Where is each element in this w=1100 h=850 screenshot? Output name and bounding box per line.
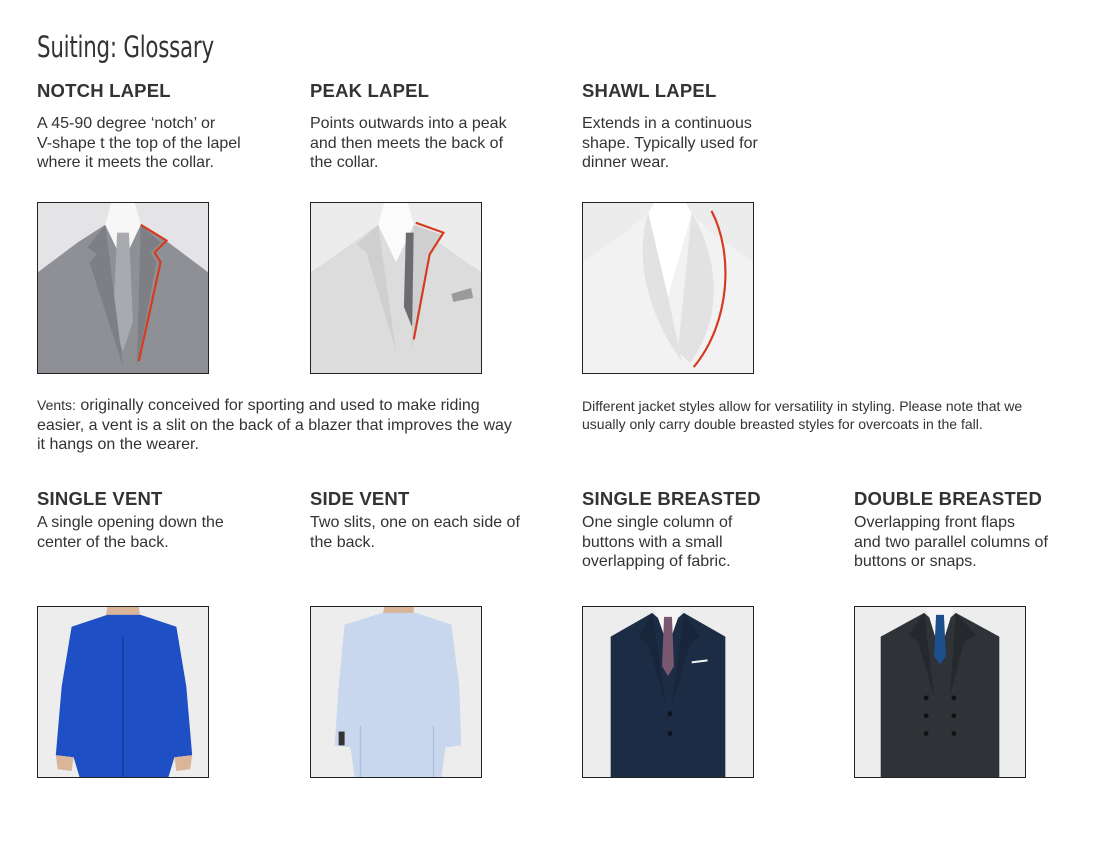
term-heading: DOUBLE BREASTED xyxy=(854,488,1043,509)
term-description: Extends in a continuous shape. Typically used for dinner wear. xyxy=(582,115,758,171)
term-heading: SINGLE VENT xyxy=(37,488,163,509)
term-shawl-lapel xyxy=(582,80,832,173)
term-side-vent xyxy=(310,488,560,552)
term-description: A single opening down the center of the back. xyxy=(37,514,224,551)
term-heading: NOTCH LAPEL xyxy=(37,80,171,101)
page-title: Suiting: Glossary xyxy=(37,30,214,64)
vents-note xyxy=(37,396,527,455)
term-heading: SHAWL LAPEL xyxy=(582,80,717,101)
vents-note-lead: Vents: xyxy=(37,397,76,413)
term-description: Points outwards into a peak and then meets the back of the collar. xyxy=(310,115,507,171)
single-breasted-photo xyxy=(582,606,754,778)
term-single-breasted xyxy=(582,488,832,572)
side-vent-photo xyxy=(310,606,482,778)
term-description: One single column of buttons with a small overlapping of fabric. xyxy=(582,514,733,570)
term-description: A 45-90 degree ‘notch’ or V-shape t the top of the lapel where it meets the collar. xyxy=(37,115,241,171)
term-peak-lapel xyxy=(310,80,560,173)
peak-lapel-photo xyxy=(310,202,482,374)
single-vent-photo xyxy=(37,606,209,778)
notch-lapel-photo xyxy=(37,202,209,374)
shawl-lapel-photo xyxy=(582,202,754,374)
term-heading: SIDE VENT xyxy=(310,488,410,509)
double-breasted-photo xyxy=(854,606,1026,778)
term-heading: PEAK LAPEL xyxy=(310,80,430,101)
term-double-breasted xyxy=(854,488,1100,572)
term-description: Overlapping front flaps and two parallel columns of buttons or snaps. xyxy=(854,514,1048,570)
term-single-vent xyxy=(37,488,287,552)
styles-note: Different jacket styles allow for versatility in styling. Please note that we usually only carry double breasted styles for overcoats in the fall. xyxy=(582,398,1023,432)
term-notch-lapel xyxy=(37,80,287,173)
vents-note-text: originally conceived for sporting and used to make riding easier, a vent is a slit on the back of a blazer that improves the way it hangs on the wearer. xyxy=(37,397,512,453)
term-description: Two slits, one on each side of the back. xyxy=(310,514,520,551)
term-heading: SINGLE BREASTED xyxy=(582,488,761,509)
